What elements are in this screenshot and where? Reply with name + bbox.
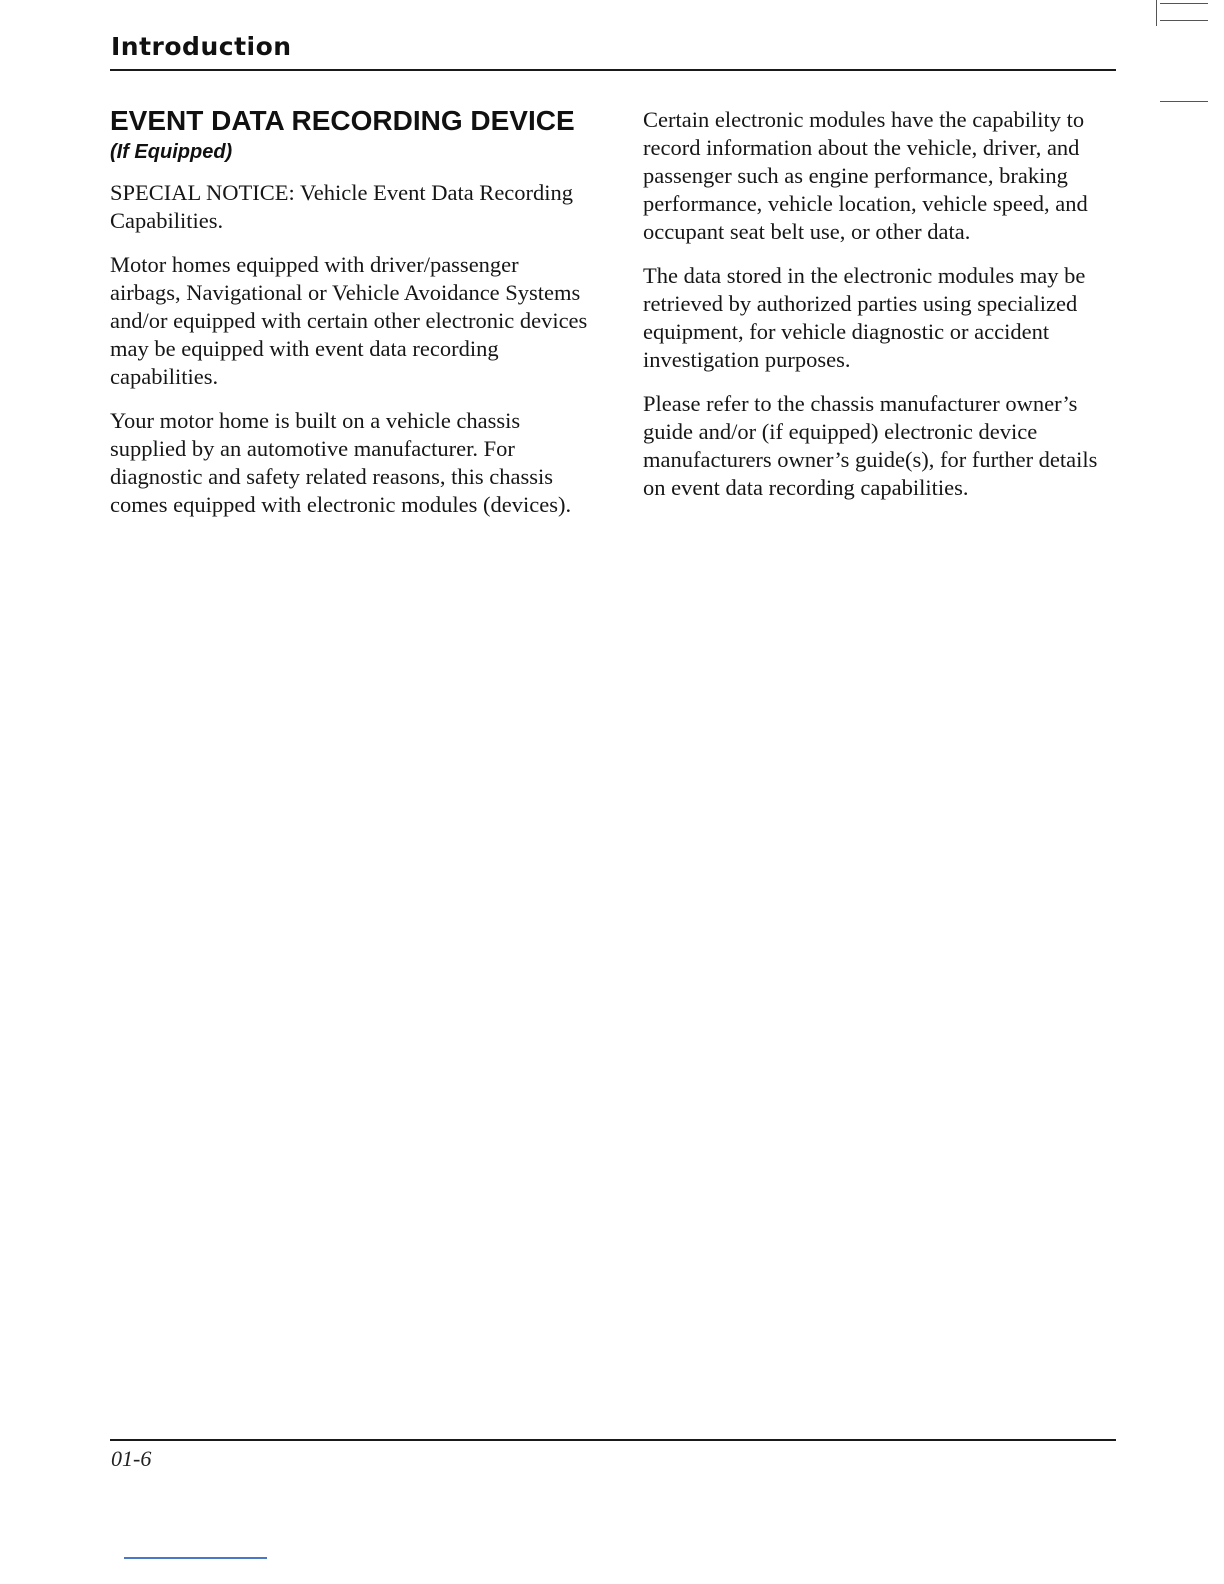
right-column [643,106,1118,518]
page-number: 01-6 [111,1446,152,1471]
left-column [110,104,590,535]
article-title: EVENT DATA RECORDING DEVICE [110,105,575,136]
article-subtitle: (If Equipped) [110,141,233,163]
paragraph-chassis: Your motor home is built on a vehicle chassis supplied by an automotive manufacturer. For diagnostic and safety related reasons, this chassis comes equipped with electronic modules (devices). [110,408,572,517]
scan-corner-mark [1160,3,1208,4]
scan-edge-line [124,1557,267,1559]
scan-corner-mark [1160,101,1208,102]
paragraph-special-notice: SPECIAL NOTICE: Vehicle Event Data Recording Capabilities. [110,180,574,233]
scan-corner-mark [1160,20,1208,21]
paragraph-modules-capability: Certain electronic modules have the capability to record information about the vehicle, driver, and passenger such as engine performance, braking performance, vehicle location, vehicle speed, and occupant seat belt use, or other data. [643,107,1088,244]
paragraph-data-retrieval: The data stored in the electronic modules may be retrieved by authorized parties using specialized equipment, for vehicle diagnostic or accident investigation purposes. [643,263,1086,372]
paragraph-motor-homes: Motor homes equipped with driver/passenger airbags, Navigational or Vehicle Avoidance Systems and/or equipped with certain other electronic devices may be equipped with event data recording capabilities. [110,252,588,389]
paragraph-refer-guide: Please refer to the chassis manufacturer owner’s guide and/or (if equipped) electronic device manufacturers owner’s guide(s), for further details on event data recording capabilities. [643,391,1098,500]
section-header: Introduction [111,32,292,61]
scan-corner-mark [1156,0,1157,26]
header-rule [110,69,1116,71]
footer-rule [110,1439,1116,1441]
